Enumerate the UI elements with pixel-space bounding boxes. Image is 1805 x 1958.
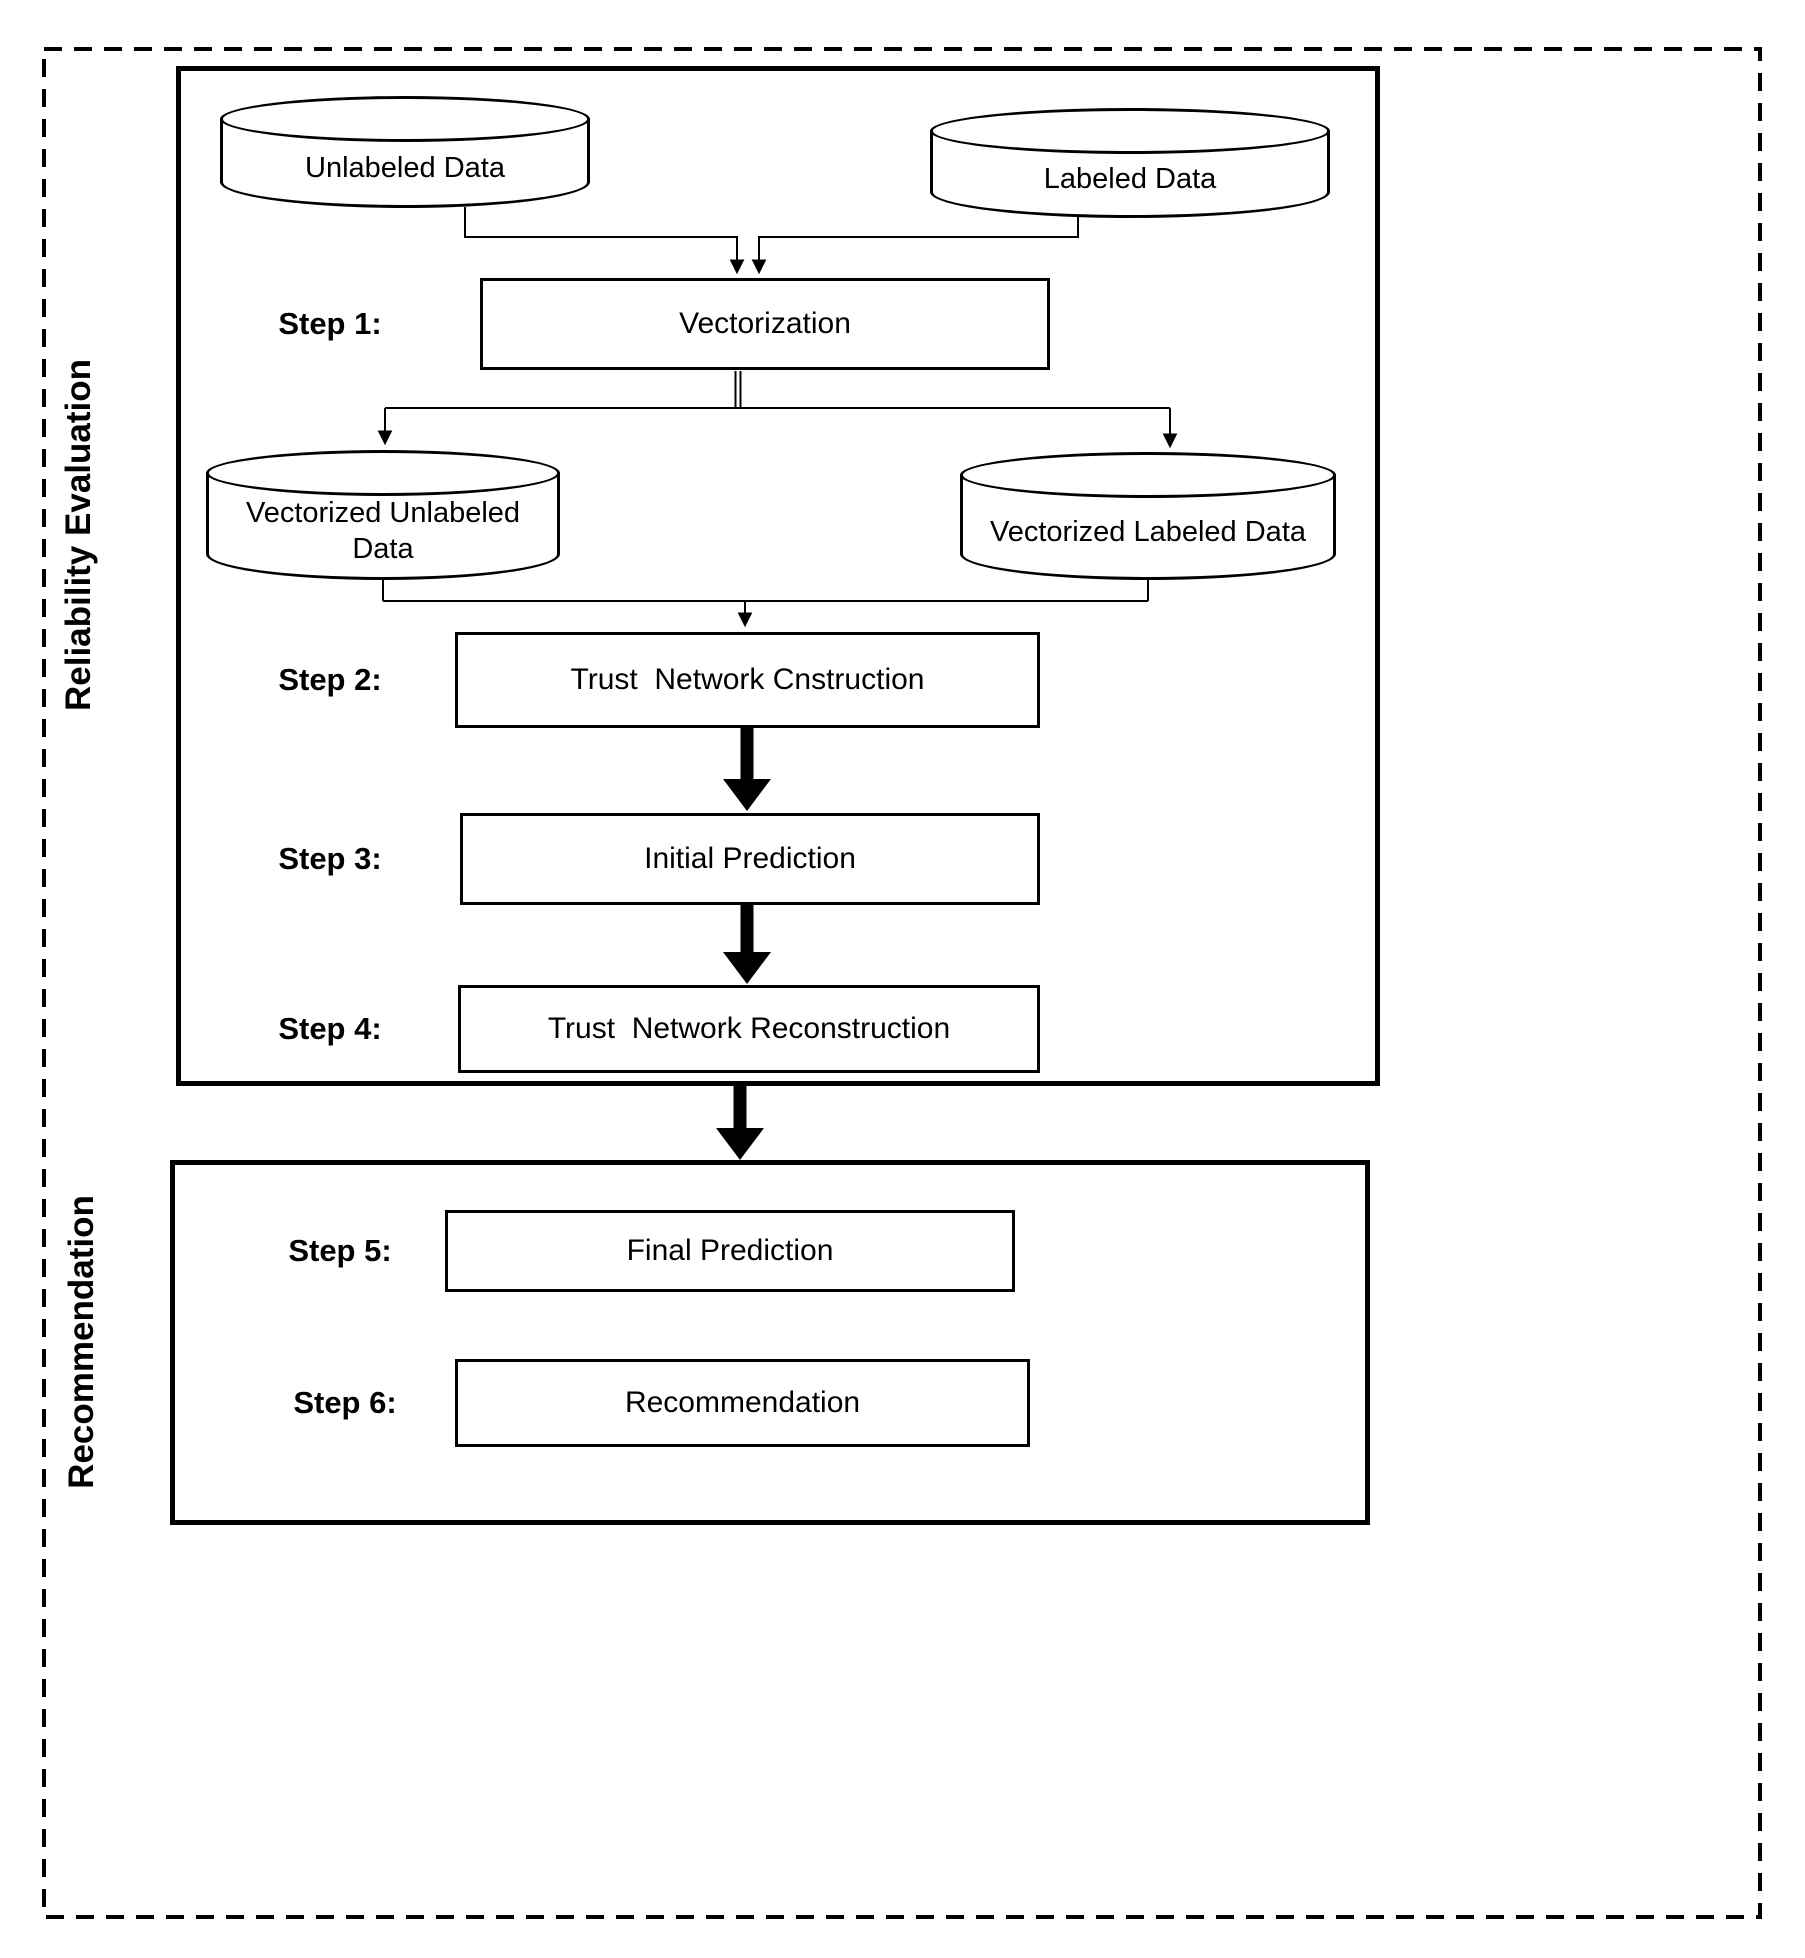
trust-network-construction-box (455, 632, 1040, 728)
vectorized-labeled-data-store (960, 452, 1336, 580)
recommendation-label: Recommendation (624, 1386, 861, 1419)
edge-vectorization-stem (736, 371, 741, 408)
recommendation-section-label: Recommendation (62, 1195, 101, 1489)
unlabeled-data-label: Unlabeled Data (305, 151, 505, 184)
labeled-data-store (930, 108, 1330, 218)
initial-prediction-box (460, 813, 1040, 905)
edge-labeled-to-vectorization (759, 216, 1078, 272)
trust-network-reconstruction-label: Trust Network Reconstruction (547, 1012, 951, 1045)
vectorized-unlabeled-data-label: Vectorized Unlabeled Data (245, 496, 521, 565)
step-6-label: Step 6: (293, 1385, 397, 1420)
trust-network-reconstruction-box (458, 985, 1040, 1073)
vectorized-unlabeled-data-store (206, 450, 560, 580)
vectorized-labeled-data-label: Vectorized Labeled Data (990, 515, 1306, 548)
step-5-label: Step 5: (288, 1233, 392, 1268)
arrow-construction-to-initial-prediction (723, 726, 771, 811)
step-3-label: Step 3: (278, 841, 382, 876)
labeled-data-label: Labeled Data (1043, 162, 1217, 195)
arrow-initial-prediction-to-reconstruction (723, 903, 771, 984)
vectorization-box (480, 278, 1050, 370)
trust-network-construction-label: Trust Network Cnstruction (570, 663, 925, 696)
recommendation-step-box (455, 1359, 1030, 1447)
step-2-label: Step 2: (278, 662, 382, 697)
arrow-reliability-to-recommendation (716, 1086, 764, 1160)
unlabeled-data-store (220, 96, 590, 208)
vectorization-label: Vectorization (679, 307, 851, 340)
final-prediction-box (445, 1210, 1015, 1292)
edge-unlabeled-to-vectorization (465, 207, 737, 272)
final-prediction-label: Final Prediction (626, 1234, 834, 1267)
step-4-label: Step 4: (278, 1011, 382, 1046)
reliability-evaluation-label: Reliability Evaluation (59, 358, 98, 712)
initial-prediction-label: Initial Prediction (644, 842, 856, 875)
step-1-label: Step 1: (278, 306, 382, 341)
